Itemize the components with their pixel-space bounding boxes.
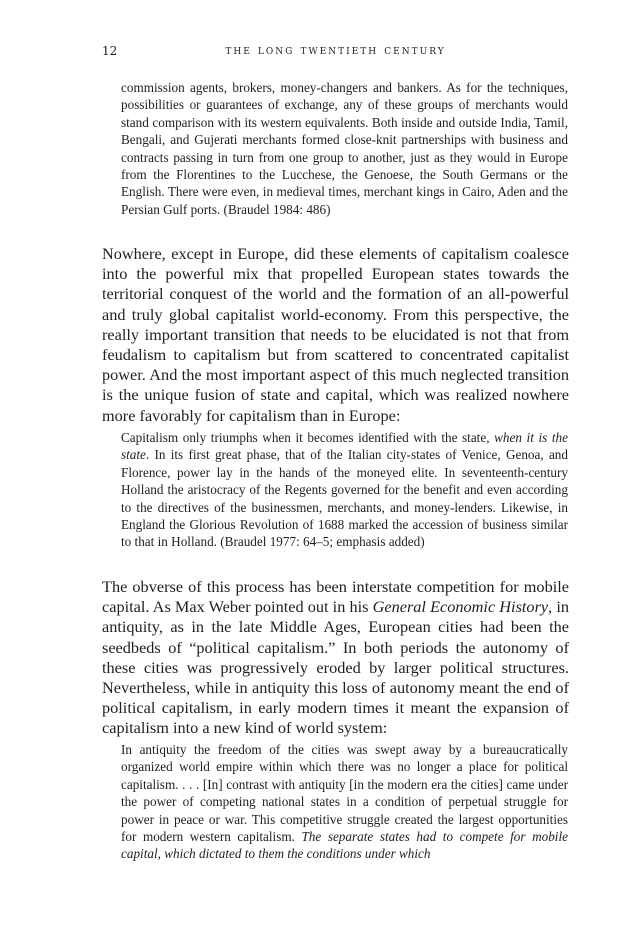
body-paragraph-interstate-competition: [102, 577, 569, 739]
quote-text: commission agents, brokers, money-changers and bankers. As for the techniques, possibilities or guarantees of exchange, any of these groups of merchants would stand comparison with its western equivalents. Both inside and outside India, Tamil, Bengali, and Gujerati merchants formed close-knit partnerships with business and contracts passing in turn from one group to another, just as they would in Europe from the Florentines to the Lucchese, the Genoese, the South Germans or the English. There were even, in medieval times, merchant kings in Cairo, Aden and the Persian Gulf ports. (Braudel 1984: 486): [121, 80, 568, 217]
block-quote-weber: [121, 741, 568, 863]
page-number: 12: [102, 44, 118, 58]
paragraph-text: Nowhere, except in Europe, did these elements of capitalism coalesce into the powerful mix that propelled European states towards the territorial conquest of the world and the formation of an all-powerful and truly global capitalist world-economy. From this perspective, the really important transition that needs to be elucidated is not that from feudalism to capitalism but from scattered to concentrated capitalist power. And the most important aspect of this much neglected transition is the unique fusion of state and capital, which was realized nowhere more favorably for capitalism than in Europe:: [102, 244, 569, 425]
quote-emphasis: when it is the state: [121, 430, 568, 463]
paragraph-text-end: , in antiquity, as in the late Middle Ages, European cities had been the seedbeds of “political capitalism.” In both periods the autonomy of these cities was progressively eroded by larger political structures. Nevertheless, while in antiquity this loss of autonomy meant the end of political capitalism, in early modern times it meant the expansion of capitalism into a new kind of world system:: [102, 597, 569, 738]
running-head-title: the long twentieth century: [225, 43, 446, 58]
quote-text-start: Capitalism only triumphs when it becomes identified with the state,: [121, 430, 495, 445]
block-quote-braudel-1984: [121, 79, 568, 218]
running-head: [102, 43, 569, 59]
book-title-reference: General Economic History: [372, 597, 549, 617]
quote-emphasis: The separate states had to compete for mobile capital, which dictated to them the conditions under which: [121, 829, 568, 862]
block-quote-braudel-1977: [121, 429, 568, 551]
quote-text-end: . In its first great phase, that of the Italian city-states of Venice, Genoa, and Florence, power lay in the hands of the moneyed elite. In seventeenth-century Holland the aristocracy of the Regents governed for the benefit and even according to the directives of the businessmen, merchants, and money-lenders. Likewise, in England the Glorious Revolution of 1688 marked the accession of business similar to that in Holland. (Braudel 1977: 64–5; emphasis added): [121, 447, 568, 550]
paragraph-text-start: The obverse of this process has been interstate competition for mobile capital. As Max Weber pointed out in his: [102, 577, 569, 617]
quote-text-start: In antiquity the freedom of the cities was swept away by a bureaucratically organized world empire within which there was no longer a place for political capitalism. . . . [In] contrast with antiquity [in the modern era the cities] came under the power of competing national states in a condition of perpetual struggle for power in peace or war. This competitive struggle created the largest opportunities for modern western capitalism.: [121, 742, 568, 845]
body-paragraph-transition: [102, 244, 569, 426]
